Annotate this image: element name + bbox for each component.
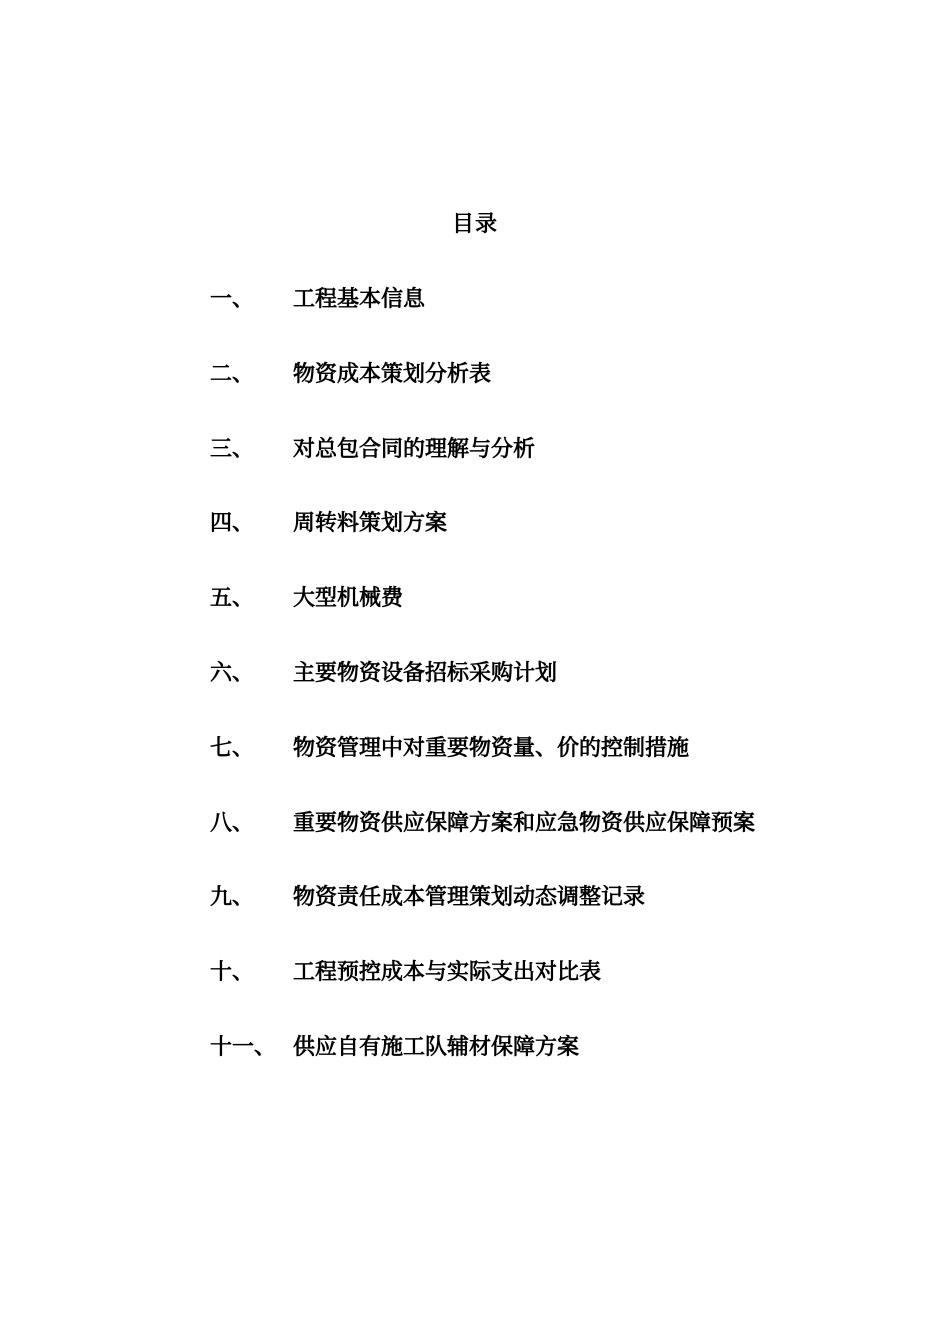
toc-item-text: 物资管理中对重要物资量、价的控制措施: [293, 735, 690, 761]
toc-item-number: 二、: [210, 361, 255, 387]
toc-item-number: 五、: [210, 586, 255, 612]
toc-item: [210, 358, 850, 433]
toc-item-number: 十一、: [210, 1034, 277, 1060]
toc-item-number: 七、: [210, 735, 255, 761]
toc-item-text: 工程基本信息: [293, 287, 426, 312]
toc-item-text: 重要物资供应保障方案和应急物资供应保障预案: [293, 810, 756, 836]
toc-item-number: 九、: [210, 885, 255, 911]
toc-item-text: 物资责任成本管理策划动态调整记录: [293, 885, 646, 911]
toc-item: [210, 657, 850, 732]
toc-item: [210, 1031, 850, 1106]
toc-item-number: 一、: [210, 287, 255, 312]
toc-item: [210, 582, 850, 657]
toc-list: [210, 283, 850, 1106]
toc-item: [210, 283, 850, 358]
toc-item-text: 周转料策划方案: [293, 511, 448, 537]
toc-item-text: 供应自有施工队辅材保障方案: [293, 1034, 580, 1060]
toc-item: [210, 732, 850, 807]
toc-item-text: 对总包合同的理解与分析: [293, 436, 536, 462]
toc-item-text: 大型机械费: [293, 586, 404, 612]
toc-item-text: 工程预控成本与实际支出对比表: [293, 960, 602, 986]
toc-item-number: 四、: [210, 511, 255, 537]
toc-item: [210, 507, 850, 582]
toc-item-number: 十、: [210, 960, 255, 986]
toc-item-number: 六、: [210, 660, 255, 686]
toc-item: [210, 433, 850, 508]
toc-title: 目录: [451, 212, 498, 237]
toc-item-number: 三、: [210, 436, 255, 462]
toc-item-text: 物资成本策划分析表: [293, 361, 492, 387]
toc-item: [210, 956, 850, 1031]
toc-item: [210, 807, 850, 882]
toc-item: [210, 881, 850, 956]
toc-item-number: 八、: [210, 810, 255, 836]
toc-item-text: 主要物资设备招标采购计划: [293, 660, 558, 686]
